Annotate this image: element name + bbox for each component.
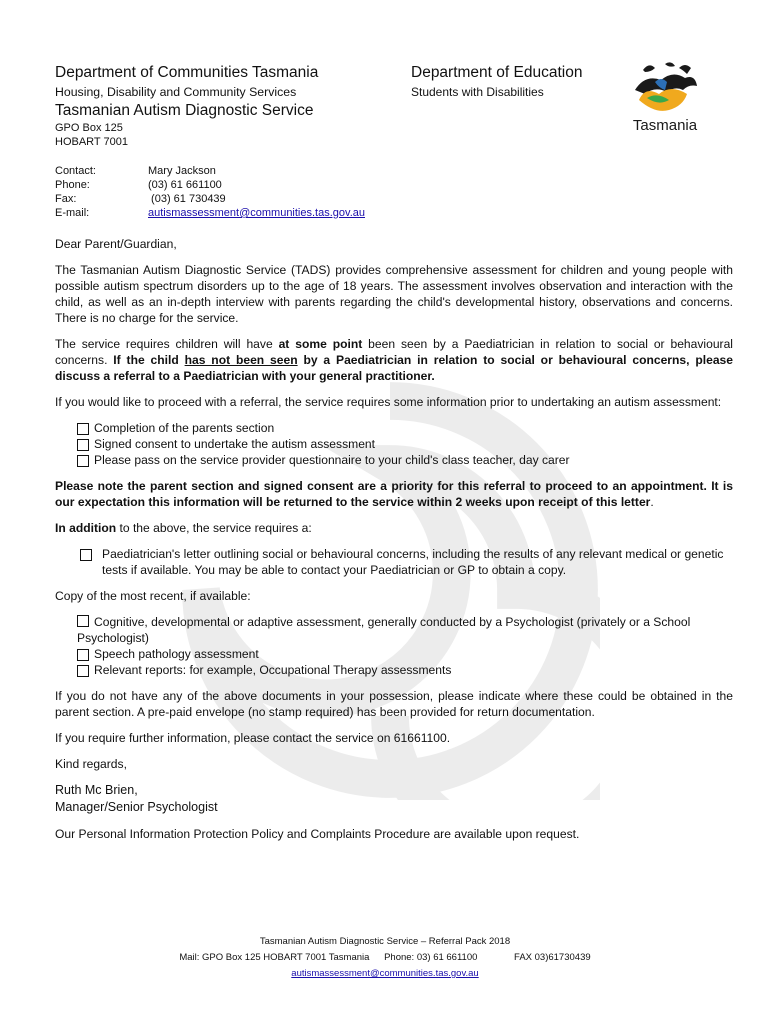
priority-end: .	[650, 495, 654, 509]
letterhead-middle	[411, 64, 631, 101]
checkbox[interactable]	[77, 455, 89, 467]
checklist-label: Speech pathology assessment	[94, 647, 259, 661]
checkbox[interactable]	[77, 649, 89, 661]
checkbox[interactable]	[80, 549, 92, 561]
paragraph-further-info: If you require further information, please contact the service on 61661100.	[55, 731, 451, 745]
dept-communities-subtitle: Housing, Disability and Community Services	[55, 85, 297, 99]
footer-email-link[interactable]: autismassessment@communities.tas.gov.au	[291, 968, 479, 979]
address-line2: HOBART 7001	[55, 136, 128, 148]
checkbox[interactable]	[77, 665, 89, 677]
checkbox[interactable]	[77, 439, 89, 451]
para2-underlined: has not been seen	[184, 353, 298, 367]
email-row	[55, 206, 365, 220]
contact-row	[55, 164, 365, 178]
letterhead	[55, 64, 715, 224]
paragraph-referral: If you would like to proceed with a referral, the service requires some information prior to undertaking an autism assessment:	[55, 395, 722, 409]
dept-communities-title: Department of Communities Tasmania	[55, 64, 319, 81]
para2-bold-text	[55, 353, 733, 383]
checklist-label: Cognitive, developmental or adaptive assessment, generally conducted by a Psychologist (privately or a School Psychologist)	[77, 615, 691, 645]
fax-label: Fax:	[55, 193, 77, 205]
para2-text-f: by a Paediatrician in relation to social or behavioural concerns, please discuss a referral to a Paediatrician with your general practitioner.	[55, 353, 733, 383]
in-addition-bold: In addition	[55, 521, 117, 535]
contact-block	[55, 164, 365, 220]
checklist-label: Completion of the parents section	[94, 421, 275, 435]
para2-emphasis-some-point: at some point	[278, 337, 363, 351]
letterhead-left	[55, 64, 405, 149]
checklist-item	[77, 646, 733, 662]
dept-education-title: Department of Education	[411, 64, 583, 81]
checklist-referral	[77, 420, 733, 468]
paragraph-policy: Our Personal Information Protection Policy and Complaints Procedure are available upon request.	[55, 827, 580, 841]
logo-text: Tasmania	[632, 117, 698, 134]
footer-line1: Tasmanian Autism Diagnostic Service – Referral Pack 2018	[259, 936, 511, 947]
checklist-item	[77, 662, 733, 678]
fax-value: (03) 61 730439	[148, 193, 226, 205]
email-label: E-mail:	[55, 207, 90, 219]
fax-row	[55, 192, 365, 206]
letter-body	[55, 236, 733, 852]
footer-fax: FAX 03)61730439	[514, 952, 591, 963]
checklist-item	[77, 420, 733, 436]
checklist-label: Relevant reports: for example, Occupational Therapy assessments	[94, 663, 452, 677]
checkbox[interactable]	[77, 423, 89, 435]
closing: Kind regards,	[55, 757, 127, 771]
paragraph-priority	[55, 478, 733, 510]
checklist-item-paed-letter	[80, 546, 733, 578]
contact-value: Mary Jackson	[148, 165, 216, 177]
paragraph-in-addition	[55, 520, 733, 536]
paragraph-no-documents: If you do not have any of the above documents in your possession, please indicate where these could be obtained in the parent section. A pre-paid envelope (no stamp required) has been provided for return documentation.	[55, 689, 733, 719]
email-link[interactable]: autismassessment@communities.tas.gov.au	[148, 207, 365, 219]
phone-label: Phone:	[55, 179, 90, 191]
checklist-reports	[77, 614, 733, 678]
checklist-label: Please pass on the service provider questionnaire to your child's class teacher, day carer	[94, 453, 570, 467]
phone-value: (03) 61 661100	[148, 179, 222, 191]
checkbox[interactable]	[77, 615, 89, 627]
signature-block	[55, 782, 733, 816]
checklist-item	[77, 452, 733, 468]
paragraph-copy-recent: Copy of the most recent, if available:	[55, 589, 251, 603]
service-name: Tasmanian Autism Diagnostic Service	[55, 102, 314, 119]
para2-text-a: The service requires children will have	[55, 337, 279, 351]
checklist-item	[77, 614, 733, 646]
para2-text-d: If the child	[113, 353, 185, 367]
paragraph-paediatrician	[55, 336, 733, 384]
signer-title: Manager/Senior Psychologist	[55, 800, 218, 814]
para2-text-c: been seen by a Paediatrician in relation to social or behavioural concerns.	[55, 337, 733, 367]
contact-label: Contact:	[55, 165, 96, 177]
paed-letter-label: Paediatrician's letter outlining social or behavioural concerns, including the results of any relevant medical or genetic tests if available. You may be able to contact your Paediatrician or GP to obtain a copy.	[102, 547, 724, 577]
checklist-label: Signed consent to undertake the autism assessment	[94, 437, 376, 451]
dept-education-subtitle: Students with Disabilities	[411, 85, 544, 99]
greeting: Dear Parent/Guardian,	[55, 237, 177, 251]
footer-mail: Mail: GPO Box 125 HOBART 7001 Tasmania	[179, 952, 370, 963]
tasmania-logo-icon	[625, 60, 705, 136]
priority-bold-text: Please note the parent section and signed consent are a priority for this referral to proceed to an appointment. It is our expectation this information will be returned to the service within 2 weeks upon receipt of this letter	[55, 479, 733, 509]
address-line1: GPO Box 125	[55, 122, 123, 134]
phone-row	[55, 178, 365, 192]
checklist-item	[77, 436, 733, 452]
signer-name: Ruth Mc Brien,	[55, 783, 138, 797]
footer	[0, 934, 770, 982]
footer-line2	[0, 950, 770, 966]
paragraph-intro: The Tasmanian Autism Diagnostic Service (TADS) provides comprehensive assessment for children and young people with possible autism spectrum disorders up to the age of 18 years. The assessment involves observation and interaction with the child, as well as an in-depth interview with parents regarding the child's developmental history, observations and concerns. There is no charge for the service.	[55, 263, 733, 325]
in-addition-rest: to the above, the service requires a:	[116, 521, 312, 535]
footer-phone: Phone: 03) 61 661100	[384, 952, 478, 963]
